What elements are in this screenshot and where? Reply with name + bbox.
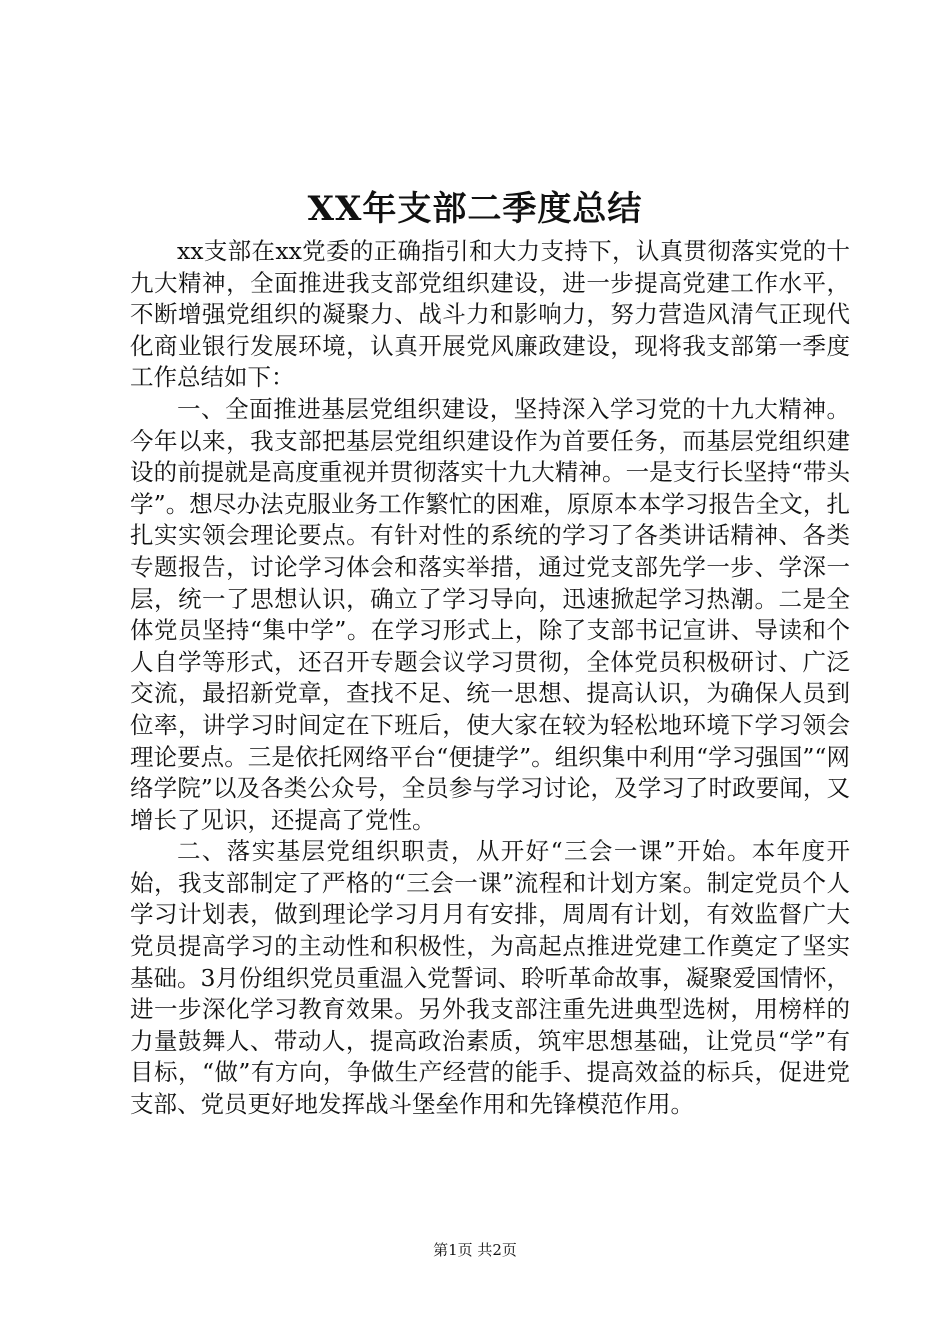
document-title: XX年支部二季度总结 (307, 189, 643, 229)
document-body (130, 236, 850, 1121)
paragraph-intro: xx支部在xx党委的正确指引和大力支持下，认真贯彻落实党的十九大精神，全面推进我支部党组织建设，进一步提高党建工作水平，不断增强党组织的凝聚力、战斗力和影响力，努力营造风清气正现代化商业银行发展环境，认真开展党风廉政建设，现将我支部第一季度工作总结如下： (130, 237, 850, 392)
paragraph-section-two: 二、落实基层党组织职责，从开好“三会一课”开始。本年度开始，我支部制定了严格的“三会一课”流程和计划方案。制定党员个人学习计划表，做到理论学习月月有安排，周周有计划，有效监督广大党员提高学习的主动性和积极性，为高起点推进党建工作奠定了坚实基础。3月份组织党员重温入党誓词、聆听革命故事，凝聚爱国情怀，进一步深化学习教育效果。另外我支部注重先进典型选树，用榜样的力量鼓舞人、带动人，提高政治素质，筑牢思想基础，让党员“学”有目标，“做”有方向，争做生产经营的能手、提高效益的标兵，促进党支部、党员更好地发挥战斗堡垒作用和先锋模范作用。 (130, 837, 850, 1119)
page-footer: 第1页 共2页 (433, 1241, 517, 1259)
paragraph-section-one: 一、全面推进基层党组织建设，坚持深入学习党的十九大精神。今年以来，我支部把基层党组织建设作为首要任务，而基层党组织建设的前提就是高度重视并贯彻落实十九大精神。一是支行长坚持“带头学”。想尽办法克服业务工作繁忙的困难，原原本本学习报告全文，扎扎实实领会理论要点。有针对性的系统的学习了各类讲话精神、各类专题报告，讨论学习体会和落实举措，通过党支部先学一步、学深一层，统一了思想认识，确立了学习导向，迅速掀起学习热潮。二是全体党员坚持“集中学”。在学习形式上，除了支部书记宣讲、导读和个人自学等形式，还召开专题会议学习贯彻，全体党员积极研讨、广泛交流，最招新党章，查找不足、统一思想、提高认识，为确保人员到位率，讲学习时间定在下班后，使大家在较为轻松地环境下学习领会理论要点。三是依托网络平台“便捷学”。组织集中利用“学习强国”“网络学院”以及各类公众号，全员参与学习讨论，及学习了时政要闻，又增长了见识，还提高了党性。 (130, 394, 850, 834)
